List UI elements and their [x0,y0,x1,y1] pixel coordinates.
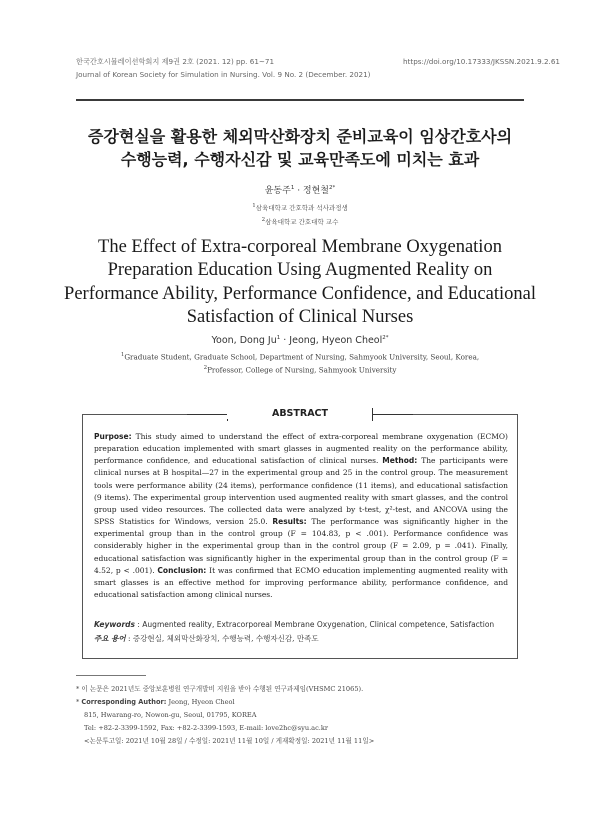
korean-affiliation [0,203,600,212]
author-separator: · [294,186,303,196]
author-sup: 2* [382,335,389,341]
affiliation-text: Professor, College of Nursing, Sahmyook University [207,365,397,375]
header-rule [76,99,524,101]
author-name: Yoon, Dong Ju [211,335,277,347]
results-text: The performance was significantly higher in the experimental group than in the control group (F = 104.83, p < .001). Performance confidence was considerably higher in the experimental group than in the control group (F = 2.09, p = .041). Finally, educational satisfaction was significantly higher in the experimental group than in the control group (F = 4.52, p < .001). [94,517,508,575]
author-sup: 1 [276,335,281,341]
footnotes [76,683,556,748]
author-name: 윤동주 [264,186,291,196]
keywords-label: Keywords [94,620,135,629]
affiliation-text: 삼육대학교 간호학과 석사과정생 [255,204,348,213]
conclusion-label: Conclusion: [157,565,207,575]
korean-title [40,125,560,171]
conclusion-text: It was confirmed that ECMO education implementing augmented reality with smart glasses is an effective method for improving performance ability, performance confidence, and educational satisfaction among clinical nurses. [94,565,508,600]
divider [373,414,413,415]
keywords-ko [94,633,510,644]
author-sup: 2* [329,185,336,191]
address: 815, Hwarang-ro, Nowon-gu, Seoul, 01795, KOREA [84,711,257,719]
affiliation-num: 2 [261,217,266,223]
affiliation-text: Graduate Student, Graduate School, Department of Nursing, Sahmyook University, Seoul, Korea, [124,352,480,362]
korean-title-line: 수행능력, 수행자신감 및 교육만족도에 미치는 효과 [120,150,480,169]
corr-label: Corresponding Author: [81,698,167,706]
abstract-heading [187,405,413,425]
contact: Tel: +82-2-3399-1592, Fax: +82-2-3399-1593, E-mail: love2hc@syu.ac.kr [84,724,329,732]
corresponding-author: * Corresponding Author: Jeong, Hyeon Cheol [76,698,235,706]
author-name: 정현철 [302,186,330,196]
doi[interactable]: https://doi.org/10.17333/JKSSN.2021.9.2.61 [403,57,560,66]
english-affiliation [0,365,600,374]
journal-en: Journal of Korean Society for Simulation in Nursing. Vol. 9 No. 2 (December. 2021) [76,70,371,79]
purpose-label: Purpose: [94,432,132,441]
keywords-text: : 증강현실, 체외막산화장치, 수행능력, 수행자신감, 만족도 [125,634,319,643]
keywords-text: : Augmented reality, Extracorporeal Membrane Oxygenation, Clinical competence, Satisfaction [135,620,495,629]
funding-text: 이 논문은 2021년도 중앙보훈병원 연구개발비 지원을 받아 수행된 연구과제임(VHSMC 21065). [81,685,364,693]
affiliation-num: 2 [203,365,208,371]
author-separator: · [280,335,290,347]
english-title-line: Preparation Education Using Augmented Reality on [107,260,493,281]
english-authors [0,335,600,346]
english-title-line: The Effect of Extra-corporeal Membrane Oxygenation [98,237,502,257]
purpose-text: This study aimed to understand the effect of extra-corporeal membrane oxygenation (ECMO) preparation education implemented with smart glasses in augmented reality on the performance ability, performance confidence, and educational satisfaction of clinical nurses. [94,432,508,466]
affiliation-text: 삼육대학교 간호대학 교수 [265,218,339,227]
affiliation-num: 1 [120,352,125,358]
english-title-line: Performance Ability, Performance Confidence, and Educational [64,283,536,304]
korean-authors [0,183,600,196]
journal-ko: 한국간호시뮬레이션학회지 제9권 2호 (2021. 12) pp. 61~71 [76,57,275,66]
keywords-label: 주요 용어 [94,634,126,643]
method-label: Method: [382,456,418,466]
running-header [76,55,370,81]
corr-name: Jeong, Hyeon Cheol [166,698,235,706]
author-sup: 1 [290,185,295,191]
abstract-label: ABSTRACT [227,408,373,419]
submission-dates: <논문투고일: 2021년 10월 28일 / 수정일: 2021년 11월 10일 / 게재확정일: 2021년 11월 11일> [84,737,375,745]
author-name: Jeong, Hyeon Cheol [289,335,383,347]
korean-title-line: 증강현실을 활용한 체외막산화장치 준비교육이 임상간호사의 [87,127,513,146]
abstract-body [94,431,508,601]
footnote-rule [76,675,146,676]
funding-note: * 이 논문은 2021년도 중앙보훈병원 연구개발비 지원을 받아 수행된 연구과제임(VHSMC 21065). [76,685,364,693]
divider [187,414,227,415]
english-title [30,236,570,329]
affiliation-num: 1 [252,203,256,209]
keywords-en [94,620,510,629]
english-title-line: Satisfaction of Clinical Nurses [186,306,414,327]
method-text: The participants were clinical nurses at B hospital—27 in the experimental group and 25 in the control group. The measurement tools were performance ability (24 items), performance confidence (11 items), and educational satisfaction (9 items). The experimental group intervention used augmented reality with smart glasses, and the control group used video resources. The collected data were analyzed by t-test, χ²-test, and ANCOVA using the SPSS Statistics for Windows, version 25.0. [94,456,508,527]
english-affiliation [0,352,600,361]
korean-affiliation [0,217,600,226]
results-label: Results: [272,517,307,527]
